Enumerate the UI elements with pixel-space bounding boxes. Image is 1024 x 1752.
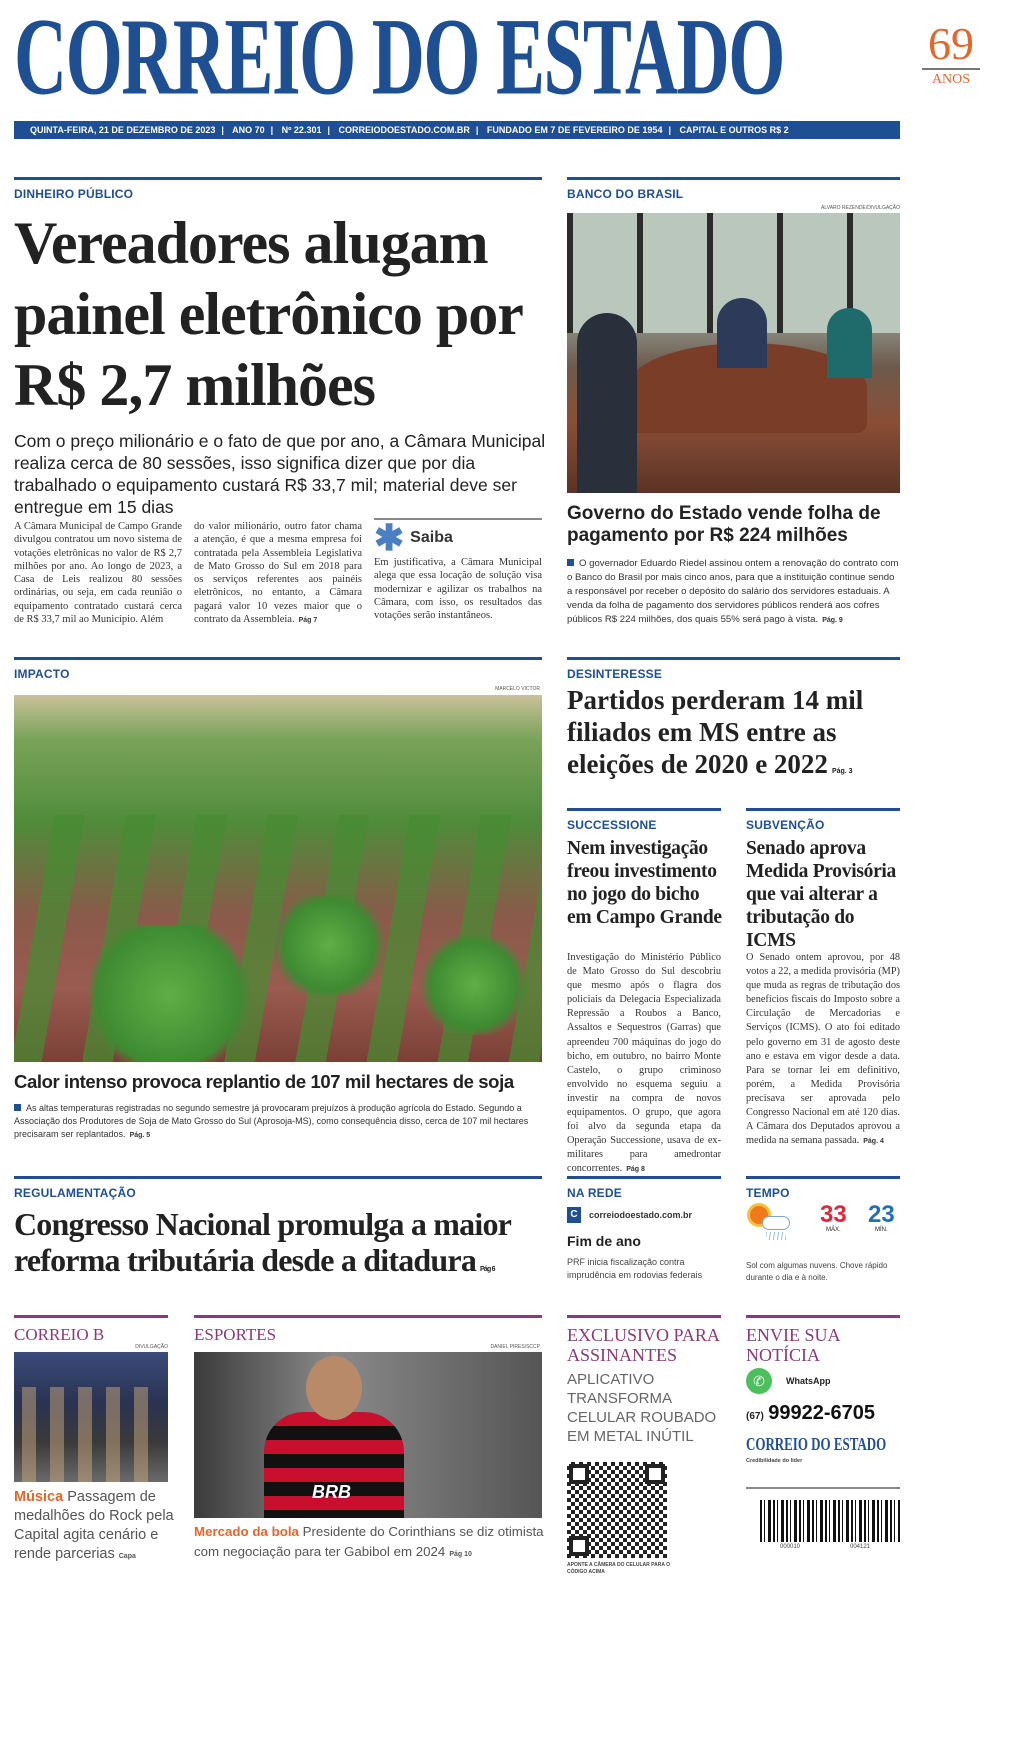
min-label: MÍN. (875, 1227, 888, 1233)
founded: FUNDADO EM 7 DE FEVEREIRO DE 1954 (486, 125, 663, 135)
barcode-left-digits: 000010 (780, 1544, 801, 1550)
impacto-summary (14, 1102, 544, 1142)
min-value: 23 (868, 1201, 895, 1228)
anniversary-badge (916, 18, 986, 88)
area-code: (67) (746, 1411, 764, 1422)
section-rule (567, 808, 721, 811)
max-value: 33 (820, 1201, 847, 1228)
kicker: ENVIE SUA NOTÍCIA (746, 1325, 840, 1365)
kicker: TEMPO (746, 1186, 790, 1200)
successione-body (567, 951, 721, 1178)
tag: Música (14, 1489, 64, 1505)
price: CAPITAL E OUTROS R$ 2 (679, 125, 789, 135)
meeting-photo (567, 213, 900, 493)
bullet-icon (14, 1104, 21, 1111)
lead-headline[interactable]: Vereadores alugam painel eletrônico por R$ 2,7 milhões (14, 210, 522, 418)
date: QUINTA-FEIRA, 21 DE DEZEMBRO DE 2023 (30, 125, 216, 135)
lead-body-col2 (194, 520, 362, 627)
asterisk-icon: ✱ (374, 517, 405, 558)
text: O Senado ontem aprovou, por 48 votos a 22, a medida provisória (MP) que muda as regras de tributação dos benefícios fiscais do Imposto sobre a Circulação de Mercadorias e Serviços (ICMS). O ato foi editado pelo governo em 31 de agosto deste ano e estava em vigor desde a data. Para se tornar lei em definitivo, porém, a Medida Provisória precisava ser aprovada pelo Congresso Nacional em até 120 dias. A Câmara dos Deputados aprovou a medida na semana passada. (746, 952, 900, 1147)
section-rule (567, 177, 900, 180)
text: O governador Eduardo Riedel assinou ontem a renovação do contrato com o Banco do Brasil por mais cinco anos, para que a instituição continue sendo a responsável por receber o depósito do salário dos servidores estaduais. A venda da folha de pagamento dos servidores públicos renderá aos cofres públicos R$ 224 milhões, dos quais 55% será pago à vista. (567, 558, 899, 625)
barcode-right-digits: 004121 (850, 1544, 871, 1550)
section-rule (194, 1315, 542, 1318)
section-rule (14, 177, 542, 180)
photo-credit: ÁLVARO REZENDE/DIVULGAÇÃO (821, 205, 900, 211)
section-rule (14, 1176, 542, 1179)
narede-title[interactable]: Fim de ano (567, 1233, 641, 1249)
website-link[interactable]: CORREIODOESTADO.COM.BR (338, 125, 470, 135)
divider (746, 1487, 900, 1489)
banco-headline[interactable]: Governo do Estado vende folha de pagamento por R$ 224 milhões (567, 503, 881, 546)
sun-rain-cloud-icon (746, 1202, 796, 1242)
desinteresse-headline[interactable] (567, 684, 900, 788)
site-link[interactable] (567, 1207, 692, 1223)
page-ref: Pág. 5 (129, 1132, 151, 1139)
anniversary-label: ANOS (922, 68, 980, 88)
text: Investigação do Ministério Público de Mato Grosso do Sul descobriu que mesmo após o flagra dos policiais da Delegacia Especializada Repressão a Roubos a Banco, Assaltos e Sequestros (Garras) que apreendeu 700 máquinas do jogo do bicho, em outubro, no bairro Monte Castelo, o grupo criminoso envolvido no esquema seguiu a investir na compra de novos equipamentos. O grupo, que agora foi alvo da segunda etapa da Operação Successione, usava de ex-militares para amedrontar concorrentes. (567, 952, 721, 1175)
kicker: REGULAMENTAÇÃO (14, 1186, 136, 1200)
anniversary-number: 69 (928, 18, 974, 69)
page-ref: Capa (118, 1553, 136, 1560)
brand-logo: CORREIO DO ESTADO (746, 1434, 887, 1454)
subvencao-headline[interactable]: Senado aprova Medida Provisória que vai alterar a tributação do ICMS (746, 838, 896, 951)
phone-number[interactable] (746, 1402, 875, 1425)
page-ref: Pág. 3 (831, 768, 853, 775)
kicker: SUCCESSIONE (567, 818, 657, 832)
kicker: EXCLUSIVO PARA ASSINANTES (567, 1325, 719, 1365)
barcode (760, 1500, 900, 1542)
kicker: SUBVENÇÃO (746, 818, 825, 832)
section-rule (746, 1315, 900, 1318)
qr-code[interactable] (567, 1462, 667, 1558)
section-rule (746, 1176, 900, 1179)
qr-caption: APONTE A CÂMERA DO CELULAR PARA O CÓDIGO ACIMA (567, 1562, 671, 1575)
masthead-logo: CORREIO DO ESTADO (14, 0, 784, 119)
text: Presidente do Corinthians se diz otimista com negociação para ter Gabibol em 2024 (194, 1524, 544, 1559)
kicker: DESINTERESSE (567, 667, 663, 681)
text: Partidos perderam 14 mil filiados em MS entre as eleições de 2020 e 2022 (567, 685, 864, 779)
page-ref: Pág. 9 (822, 617, 843, 624)
site-logo-icon: C (567, 1207, 581, 1223)
kicker: NA REDE (567, 1186, 622, 1200)
lead-body-col1: A Câmara Municipal de Campo Grande divulgou contratou um novo sistema de votações eletrônicas no valor de R$ 2,7 milhões por ano. Ao longo de 2023, a Casa de Leis realizou 80 sessões ordinárias, ou seja, em cada reunião o equipamento contratado custará cerca de R$ 33,7 mil ao Município. Além (14, 521, 182, 626)
kicker: BANCO DO BRASIL (567, 187, 684, 201)
text: do valor milionário, outro fator chama a atenção, é que a mesma empresa foi contratada pela Assembleia Legislativa de Mato Grosso do Sul em 2018 para os serviços referentes aos painéis eletrônicos, no entanto, a Câmara pagará valor 10 vezes maior que o contrato da Assembleia. (194, 521, 362, 626)
bullet-icon (567, 559, 574, 566)
text: Passagem de medalhões do Rock pela Capital agita cenário e rende parcerias (14, 1489, 174, 1562)
issue-number: Nº 22.301 (281, 125, 322, 135)
banco-summary (567, 557, 900, 628)
page-ref: Pág 8 (626, 1166, 645, 1174)
tempo-text: Sol com algumas nuvens. Chove rápido durante o dia e à noite. (746, 1261, 888, 1282)
kicker: DINHEIRO PÚBLICO (14, 187, 134, 201)
sponsor-logo: BRB (312, 1482, 351, 1502)
saiba-box (374, 518, 542, 622)
saiba-text: Em justificativa, a Câmara Municipal alega que essa locação de solução visa modernizar e agilizar os trabalhos na Câmara, com isso, os resultados das votações serão instantâneos. (374, 557, 542, 622)
kicker: ESPORTES (194, 1325, 277, 1344)
football-player-photo (194, 1352, 542, 1518)
subvencao-body (746, 951, 900, 1149)
kicker: CORREIO B (14, 1325, 105, 1344)
min-temp (868, 1203, 895, 1233)
esportes-caption[interactable] (194, 1522, 554, 1565)
section-rule (567, 657, 900, 660)
section-rule (567, 1315, 721, 1318)
page-ref: Pág 10 (449, 1551, 472, 1558)
whatsapp-icon: ✆ (746, 1368, 772, 1394)
site-url: correiodoestado.com.br (589, 1210, 693, 1220)
section-rule (14, 1315, 168, 1318)
band-photo (14, 1352, 168, 1482)
text: As altas temperaturas registradas no segundo semestre já provocaram prejuízos à produção agrícola do Estado. Segundo a Associação dos Produtores de Soja de Mato Grosso do Sul (Aprosoja-MS), como consequência disso, cerca de 107 mil hectares precisaram ser replantados. (14, 1103, 529, 1139)
correiob-caption[interactable] (14, 1488, 174, 1566)
section-rule (567, 1176, 721, 1179)
soybean-field-photo (14, 695, 542, 1062)
saiba-title: Saiba (410, 529, 453, 546)
year: ANO 70 (232, 125, 265, 135)
regulamentacao-headline[interactable] (14, 1206, 574, 1288)
slogan: Credibilidade do líder (746, 1458, 803, 1464)
page-ref: Pág 6 (480, 1266, 495, 1273)
narede-text: PRF inicia fiscalização contra imprudência em rodovias federais (567, 1257, 703, 1280)
info-bar: QUINTA-FEIRA, 21 DE DEZEMBRO DE 2023 | ANO 70 | Nº 22.301 | CORREIODOESTADO.COM.BR | FUNDADO EM 7 DE FEVEREIRO DE 1954 | CAPITAL E OUTROS R$ 2 (14, 121, 900, 139)
section-rule (746, 808, 900, 811)
app-name: WhatsApp (786, 1376, 831, 1386)
max-label: MÁX. (826, 1227, 841, 1233)
successione-headline[interactable]: Nem investigação freou investimento no jogo do bicho em Campo Grande (567, 838, 722, 928)
phone: 99922-6705 (768, 1402, 876, 1424)
whatsapp-link[interactable] (746, 1368, 831, 1394)
lead-deck: Com o preço milionário e o fato de que por ano, a Câmara Municipal realiza cerca de 80 sessões, isso significa dizer que por dia trabalhado o equipamento custará R$ 33,7 mil; material deve ser entregue em 15 dias (14, 431, 546, 517)
photo-credit: MARCELO VICTOR (495, 686, 540, 692)
text: Congresso Nacional promulga a maior reforma tributária desde a ditadura (14, 1206, 511, 1278)
photo-credit: DIVULGAÇÃO (135, 1344, 168, 1350)
section-rule (14, 657, 542, 660)
impacto-headline[interactable]: Calor intenso provoca replantio de 107 mil hectares de soja (14, 1071, 514, 1092)
max-temp (820, 1203, 847, 1233)
tag: Mercado da bola (194, 1524, 299, 1539)
exclusivo-text[interactable]: APLICATIVO TRANSFORMA CELULAR ROUBADO EM METAL INÚTIL (567, 1371, 717, 1445)
page-ref: Pág 7 (298, 617, 318, 625)
kicker: IMPACTO (14, 667, 70, 681)
photo-credit: DANIEL PIRES/SCCP (490, 1344, 540, 1350)
page-ref: Pág. 4 (863, 1138, 884, 1146)
